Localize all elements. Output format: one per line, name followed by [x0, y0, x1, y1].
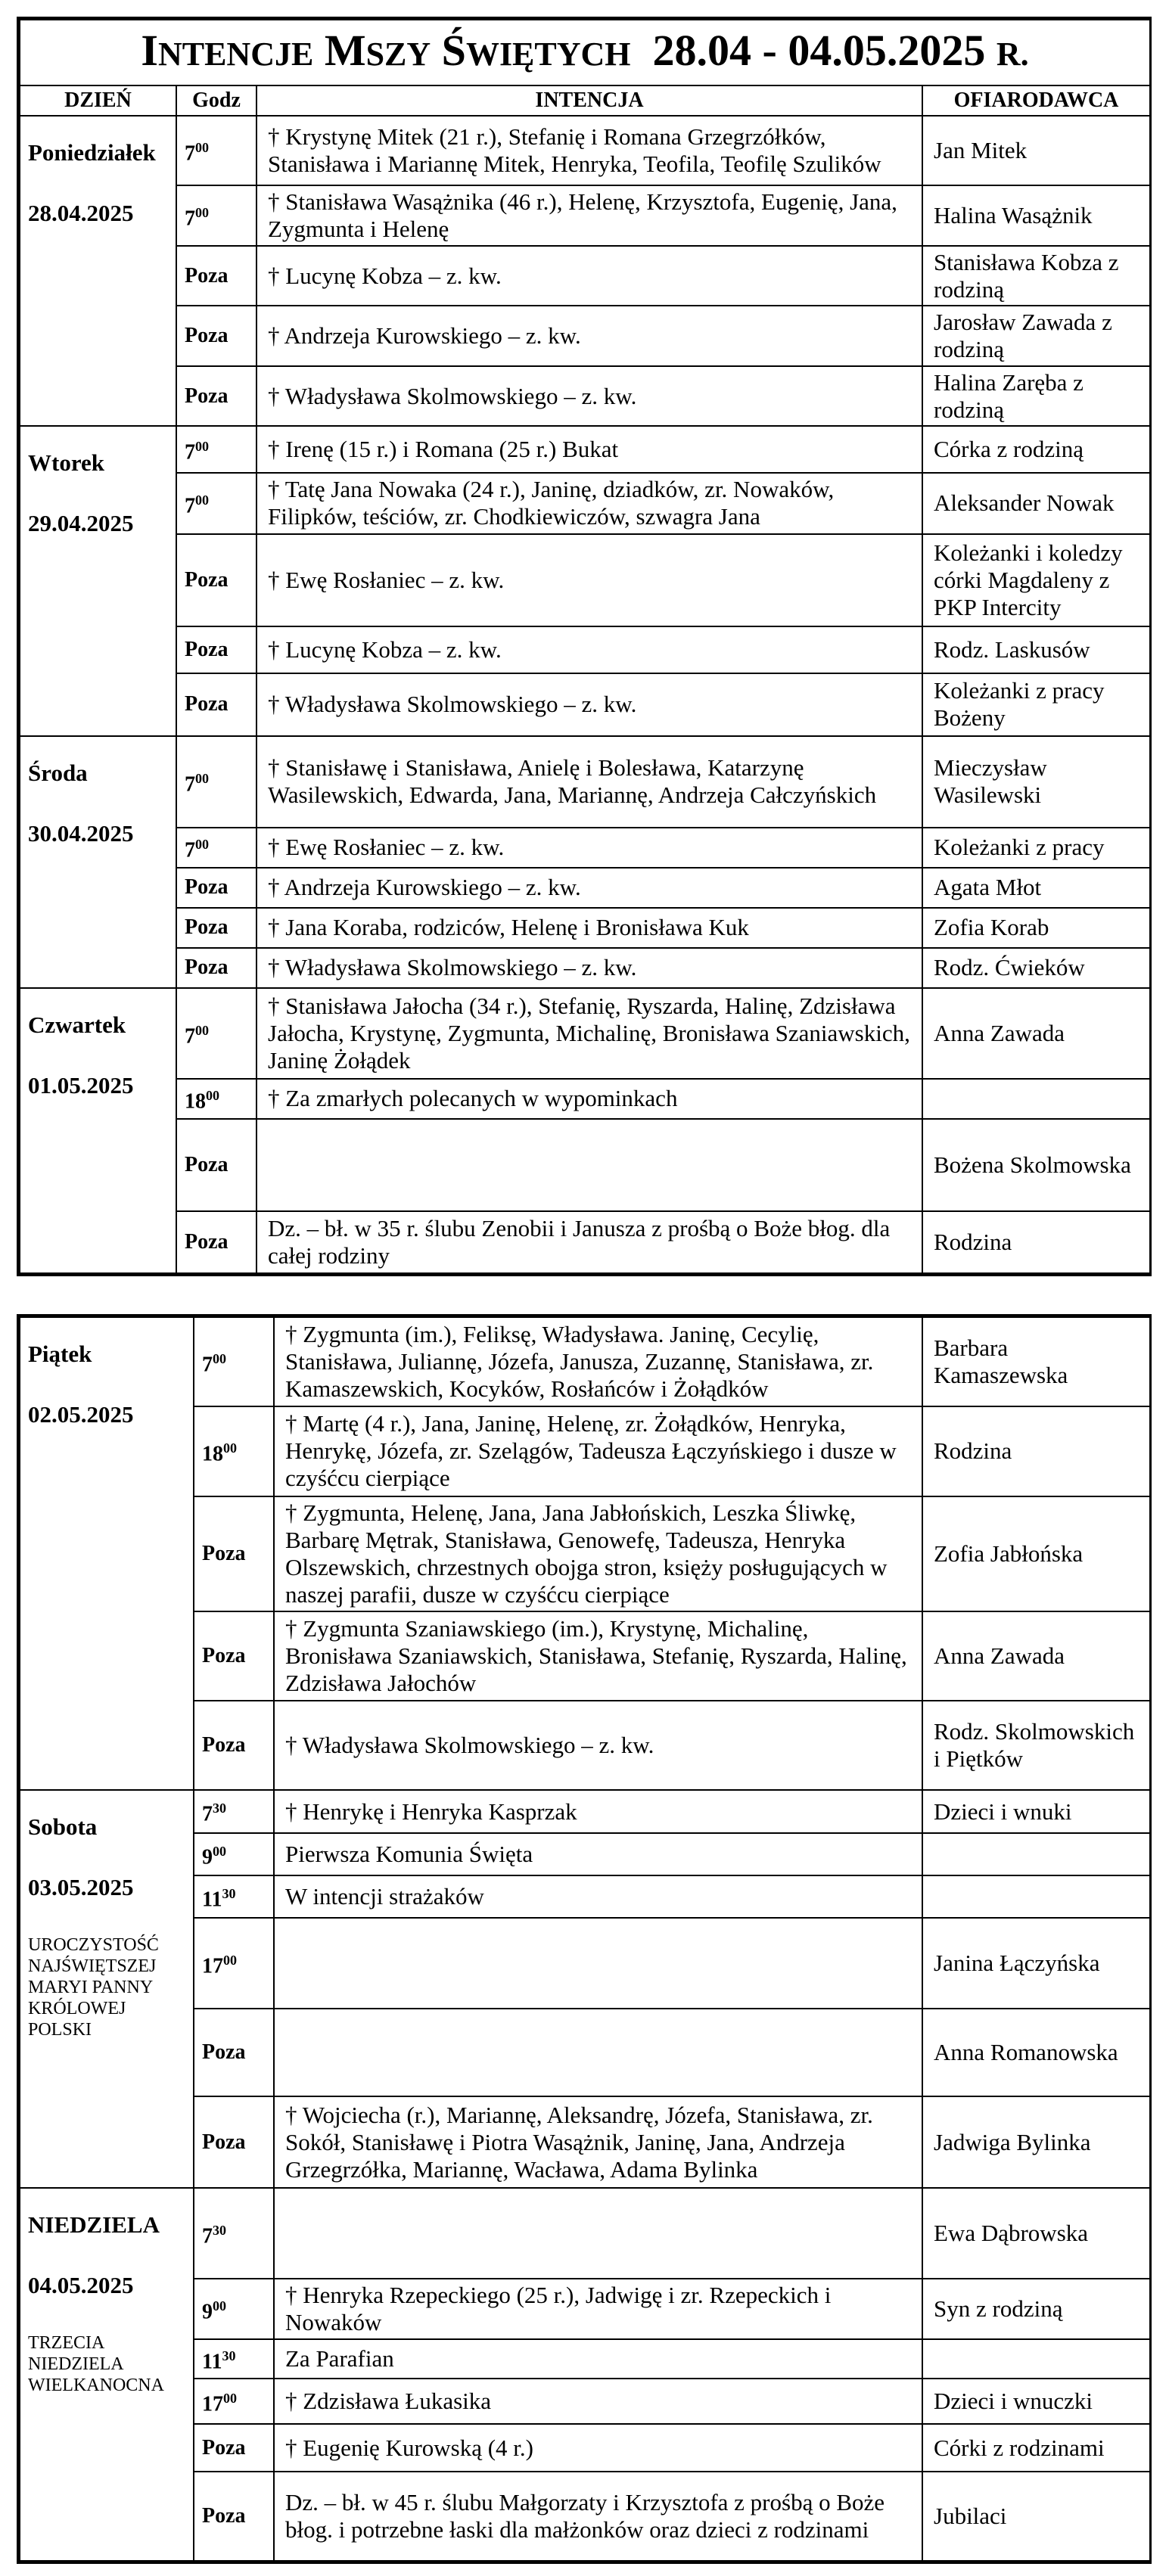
hour-value: 7: [202, 2224, 213, 2248]
offerer-name: Jubilaci: [922, 2472, 1150, 2561]
offerer-name: Stanisława Kobza z rodziną: [922, 246, 1150, 306]
header-offer: OFIARODAWCA: [922, 85, 1150, 117]
mass-hour: [194, 2339, 274, 2379]
mass-hour: [176, 1211, 256, 1273]
table-header-row: [20, 85, 1150, 117]
intention-text: † Ewę Rosłaniec – z. kw.: [256, 534, 922, 626]
hour-value: Poza: [185, 915, 229, 940]
intention-text: † Władysława Skolmowskiego – z. kw.: [256, 948, 922, 988]
intention-text: † Lucynę Kobza – z. kw.: [256, 246, 922, 306]
mass-hour: [194, 1317, 274, 1406]
intention-text: † Jana Koraba, rodziców, Helenę i Bronisława Kuk: [256, 908, 922, 948]
hour-value: 18: [202, 1442, 223, 1466]
intention-text: [274, 1918, 922, 2009]
minute-value: 00: [213, 1350, 226, 1366]
hour-value: 18: [185, 1089, 206, 1114]
table-row: [20, 1119, 1150, 1211]
mass-hour: [176, 1079, 256, 1119]
offerer-name: Barbara Kamaszewska: [922, 1317, 1150, 1406]
day-name: Środa: [28, 760, 88, 787]
intention-text: † Władysława Skolmowskiego – z. kw.: [256, 673, 922, 737]
hour-value: Poza: [185, 638, 229, 662]
day-cell: [20, 116, 176, 426]
hour-value: 17: [202, 2392, 223, 2416]
mass-hour: [194, 2379, 274, 2424]
intention-text: Pierwsza Komunia Święta: [274, 1833, 922, 1875]
table-row: [20, 2188, 1150, 2279]
offerer-name: Córka z rodziną: [922, 426, 1150, 472]
day-cell: [20, 1317, 194, 1790]
offerer-name: [922, 1833, 1150, 1875]
hour-value: 9: [202, 2300, 213, 2324]
offerer-name: Agata Młot: [922, 868, 1150, 908]
offerer-name: Janina Łączyńska: [922, 1918, 1150, 2009]
minute-value: 30: [222, 2348, 236, 2364]
offerer-name: Mieczysław Wasilewski: [922, 736, 1150, 827]
intention-text: † Tatę Jana Nowaka (24 r.), Janinę, dziadków, zr. Nowaków, Filipków, teściów, zr. Chodkiewiczów, szwagra Jana: [256, 473, 922, 535]
mass-hour: [176, 948, 256, 988]
intention-text: † Za zmarłych polecanych w wypominkach: [256, 1079, 922, 1119]
offerer-name: Koleżanki i koledzy córki Magdaleny z PKP Intercity: [922, 534, 1150, 626]
hour-value: Poza: [185, 875, 229, 900]
table-row: [20, 185, 1150, 246]
mass-hour: [176, 828, 256, 868]
hour-value: 7: [202, 1802, 213, 1826]
mass-hour: [176, 426, 256, 472]
day-name: Wtorek: [28, 449, 105, 477]
day-date: 30.04.2025: [28, 820, 134, 847]
day-name: Poniedziałek: [28, 139, 156, 166]
day-name: NIEDZIELA: [28, 2211, 160, 2238]
mass-hour: [194, 2279, 274, 2339]
intention-text: † Zygmunta Szaniawskiego (im.), Krystynę, Michalinę, Bronisława Szaniawskich, Stanisława, Stefanię, Ryszarda, Halinę, Zdzisława Jałochów: [274, 1611, 922, 1701]
hour-value: Poza: [202, 1644, 246, 1668]
intention-text: † Zygmunta, Helenę, Jana, Jana Jabłońskich, Leszka Śliwkę, Barbarę Mętrak, Stanisława, Genowefę, Tadeusza, Henryka Olszewskich, chrzestnych obojga stron, księży posługujących w naszej parafii, dusze w czyśćcu cierpiące: [274, 1496, 922, 1611]
hour-value: 9: [202, 1844, 213, 1869]
hour-value: Poza: [202, 1541, 246, 1565]
table-row: [20, 1079, 1150, 1119]
hour-value: Poza: [185, 1230, 229, 1254]
hour-value: Poza: [202, 2040, 246, 2065]
mass-hour: [176, 366, 256, 427]
offerer-name: Zofia Jabłońska: [922, 1496, 1150, 1611]
table-row: [20, 1317, 1150, 1406]
offerer-name: Rodz. Ćwieków: [922, 948, 1150, 988]
day-cell: [20, 2188, 194, 2561]
table-row: [20, 626, 1150, 673]
hour-value: Poza: [202, 2130, 246, 2154]
mass-hour: [176, 908, 256, 948]
intention-text: † Henryka Rzepeckiego (25 r.), Jadwigę i zr. Rzepeckich i Nowaków: [274, 2279, 922, 2339]
mass-hour: [176, 306, 256, 366]
offerer-name: [922, 1875, 1150, 1918]
day-date: 29.04.2025: [28, 510, 134, 537]
day-cell: [20, 736, 176, 987]
intention-text: [274, 2188, 922, 2279]
table-row: [20, 908, 1150, 948]
intention-text: † Irenę (15 r.) i Romana (25 r.) Bukat: [256, 426, 922, 472]
hour-value: 11: [202, 1887, 222, 1911]
hour-value: 17: [202, 1954, 223, 1978]
minute-value: 00: [195, 836, 209, 852]
mass-hour: [176, 736, 256, 827]
table-row: [20, 868, 1150, 908]
mass-hour: [194, 2096, 274, 2187]
day-name: Sobota: [28, 1813, 98, 1841]
intention-text: † Władysława Skolmowskiego – z. kw.: [256, 366, 922, 427]
page-title: INTENCJE MSZY ŚWIĘTYCH 28.04 - 04.05.2025 R.: [20, 20, 1150, 85]
offerer-name: Rodzina: [922, 1211, 1150, 1273]
offerer-name: Jadwiga Bylinka: [922, 2096, 1150, 2187]
intention-text: † Zygmunta (im.), Feliksę, Władysława. Janinę, Cecylię, Stanisława, Juliannę, Józefa, Janusza, Zuzannę, Stanisława, zr. Kamaszewskich, Kocyków, Rosłańców i Żołądków: [274, 1317, 922, 1406]
offerer-name: Koleżanki z pracy: [922, 828, 1150, 868]
mass-hour: [194, 2188, 274, 2279]
hour-value: Poza: [185, 324, 229, 348]
intention-text: † Stanisława Wasążnika (46 r.), Helenę, Krzysztofa, Eugenię, Jana, Zygmunta i Helenę: [256, 185, 922, 246]
hour-value: 7: [185, 1024, 195, 1048]
hour-value: Poza: [185, 1153, 229, 1177]
hour-value: 7: [185, 141, 195, 166]
intention-text: † Martę (4 r.), Jana, Janinę, Helenę, zr. Żołądków, Henryka, Henrykę, Józefa, zr. Szelągów, Tadeusza Łączyńskiego i dusze w czyśćcu cierpiące: [274, 1406, 922, 1496]
table-row: [20, 534, 1150, 626]
mass-hour: [194, 1875, 274, 1918]
header-hour: Godz: [176, 85, 256, 117]
mass-hour: [176, 1119, 256, 1211]
header-intent: INTENCJA: [256, 85, 922, 117]
mass-hour: [176, 473, 256, 535]
minute-value: 00: [223, 2391, 237, 2407]
day-date: 01.05.2025: [28, 1071, 134, 1098]
intention-text: † Henrykę i Henryka Kasprzak: [274, 1790, 922, 1832]
offerer-name: Rodz. Laskusów: [922, 626, 1150, 673]
day-date: 04.05.2025: [28, 2271, 134, 2298]
offerer-name: Syn z rodziną: [922, 2279, 1150, 2339]
offerer-name: Dzieci i wnuczki: [922, 2379, 1150, 2424]
table-row: [20, 988, 1150, 1079]
offerer-name: Halina Wasążnik: [922, 185, 1150, 246]
minute-value: 00: [213, 2298, 226, 2313]
intention-text: † Andrzeja Kurowskiego – z. kw.: [256, 868, 922, 908]
intention-text: † Wojciecha (r.), Mariannę, Aleksandrę, Józefa, Stanisława, zr. Sokół, Stanisławę i Piotra Wasążnik, Janinę, Jana, Andrzeja Grzegrzółka, Mariannę, Wacława, Adama Bylinka: [274, 2096, 922, 2187]
intention-text: † Stanisława Jałocha (34 r.), Stefanię, Ryszarda, Halinę, Zdzisława Jałocha, Krystynę, Zygmunta, Michalinę, Bronisława Szaniawskich, Janinę Żołądek: [256, 988, 922, 1079]
mass-hour: [194, 1918, 274, 2009]
hour-value: 7: [185, 207, 195, 231]
minute-value: 00: [195, 140, 209, 156]
intentions-table-1: [19, 19, 1151, 1274]
offerer-name: Anna Zawada: [922, 988, 1150, 1079]
table-row: [20, 736, 1150, 827]
mass-hour: [194, 1611, 274, 1701]
hour-value: Poza: [185, 568, 229, 592]
schedule-sheet-2: [17, 1314, 1152, 2564]
table-row: [20, 426, 1150, 472]
minute-value: 00: [195, 493, 209, 508]
table-row: [20, 1790, 1150, 1832]
day-date: 03.05.2025: [28, 1874, 134, 1901]
day-feast-note: TRZECIA NIEDZIELA WIELKANOCNA: [28, 2332, 164, 2395]
offerer-name: Anna Zawada: [922, 1611, 1150, 1701]
mass-hour: [176, 185, 256, 246]
minute-value: 30: [213, 2222, 226, 2238]
intentions-table-2: [19, 1316, 1151, 2562]
offerer-name: Rodz. Skolmowskich i Piętków: [922, 1701, 1150, 1790]
intention-text: [256, 1119, 922, 1211]
intention-text: Dz. – bł. w 35 r. ślubu Zenobii i Janusza z prośbą o Boże błog. dla całej rodziny: [256, 1211, 922, 1273]
day-name: Czwartek: [28, 1011, 126, 1038]
day-feast-note: UROCZYSTOŚĆ NAJŚWIĘTSZEJ MARYI PANNY KRÓLOWEJ POLSKI: [28, 1935, 159, 2040]
mass-hour: [176, 246, 256, 306]
offerer-name: Dzieci i wnuki: [922, 1790, 1150, 1832]
mass-hour: [194, 1406, 274, 1496]
mass-hour: [194, 2009, 274, 2096]
table-row: [20, 673, 1150, 737]
day-date: 02.05.2025: [28, 1401, 134, 1428]
offerer-name: Bożena Skolmowska: [922, 1119, 1150, 1211]
minute-value: 00: [195, 1022, 209, 1038]
offerer-name: [922, 1079, 1150, 1119]
intention-text: † Stanisławę i Stanisława, Anielę i Bolesława, Katarzynę Wasilewskich, Edwarda, Jana, Mariannę, Andrzeja Całczyńskich: [256, 736, 922, 827]
table-row: [20, 473, 1150, 535]
offerer-name: Jan Mitek: [922, 116, 1150, 185]
intention-text: † Ewę Rosłaniec – z. kw.: [256, 828, 922, 868]
intention-text: † Krystynę Mitek (21 r.), Stefanię i Romana Grzegrzółków, Stanisława i Mariannę Mitek, Henryka, Teofila, Teofilę Szulików: [256, 116, 922, 185]
intention-text: † Zdzisława Łukasika: [274, 2379, 922, 2424]
minute-value: 30: [213, 1801, 226, 1816]
intention-text: † Władysława Skolmowskiego – z. kw.: [274, 1701, 922, 1790]
mass-hour: [194, 1496, 274, 1611]
hour-value: Poza: [185, 956, 229, 980]
day-date: 28.04.2025: [28, 200, 134, 227]
offerer-name: Jarosław Zawada z rodziną: [922, 306, 1150, 366]
table-row: [20, 948, 1150, 988]
hour-value: Poza: [202, 2503, 246, 2528]
offerer-name: Zofia Korab: [922, 908, 1150, 948]
intention-text: † Andrzeja Kurowskiego – z. kw.: [256, 306, 922, 366]
hour-value: Poza: [185, 263, 229, 287]
table-row: [20, 1211, 1150, 1273]
hour-value: Poza: [202, 1733, 246, 1757]
minute-value: 00: [195, 204, 209, 220]
offerer-name: Ewa Dąbrowska: [922, 2188, 1150, 2279]
minute-value: 00: [206, 1088, 219, 1104]
mass-hour: [176, 868, 256, 908]
day-cell: [20, 988, 176, 1273]
mass-hour: [194, 2472, 274, 2561]
table-row: [20, 828, 1150, 868]
day-cell: [20, 426, 176, 736]
mass-hour: [176, 988, 256, 1079]
day-cell: [20, 1790, 194, 2187]
minute-value: 00: [223, 1952, 237, 1968]
hour-value: 11: [202, 2350, 222, 2374]
offerer-name: Halina Zaręba z rodziną: [922, 366, 1150, 427]
day-name: Piątek: [28, 1341, 92, 1367]
hour-value: Poza: [185, 692, 229, 716]
mass-hour: [176, 534, 256, 626]
hour-value: 7: [185, 772, 195, 797]
mass-hour: [176, 116, 256, 185]
offerer-name: Anna Romanowska: [922, 2009, 1150, 2096]
offerer-name: Rodzina: [922, 1406, 1150, 1496]
table-row: [20, 306, 1150, 366]
hour-value: 7: [185, 838, 195, 862]
mass-hour: [194, 1701, 274, 1790]
mass-hour: [176, 626, 256, 673]
hour-value: Poza: [185, 384, 229, 408]
offerer-name: Córki z rodzinami: [922, 2424, 1150, 2471]
intention-text: Za Parafian: [274, 2339, 922, 2379]
schedule-sheet-1: [17, 17, 1152, 1276]
hour-value: 7: [202, 1353, 213, 1377]
offerer-name: Koleżanki z pracy Bożeny: [922, 673, 1150, 737]
intention-text: † Eugenię Kurowską (4 r.): [274, 2424, 922, 2471]
intention-text: W intencji strażaków: [274, 1875, 922, 1918]
hour-value: 7: [185, 440, 195, 465]
table-row: [20, 366, 1150, 427]
mass-hour: [194, 1833, 274, 1875]
minute-value: 00: [195, 771, 209, 787]
minute-value: 30: [222, 1885, 236, 1901]
header-day: DZIEŃ: [20, 85, 176, 117]
intention-text: Dz. – bł. w 45 r. ślubu Małgorzaty i Krzysztofa z prośbą o Boże błog. i potrzebne łaski dla małżonków oraz dzieci z rodzinami: [274, 2472, 922, 2561]
hour-value: Poza: [202, 2435, 246, 2459]
hour-value: 7: [185, 494, 195, 518]
mass-hour: [194, 1790, 274, 1832]
table-row: [20, 246, 1150, 306]
offerer-name: [922, 2339, 1150, 2379]
table-row: [20, 116, 1150, 185]
minute-value: 00: [213, 1843, 226, 1859]
intention-text: † Lucynę Kobza – z. kw.: [256, 626, 922, 673]
offerer-name: Aleksander Nowak: [922, 473, 1150, 535]
intention-text: [274, 2009, 922, 2096]
mass-hour: [194, 2424, 274, 2471]
minute-value: 00: [195, 438, 209, 454]
minute-value: 00: [223, 1440, 237, 1456]
mass-hour: [176, 673, 256, 737]
